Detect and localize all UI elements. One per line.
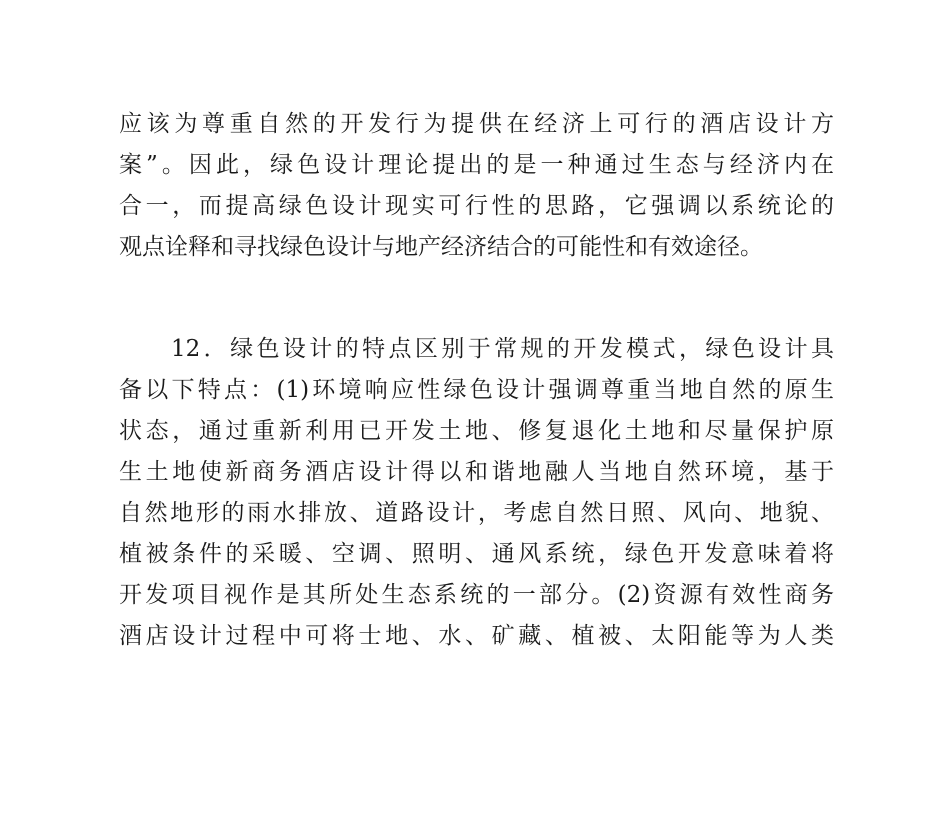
paragraph-line: 自然地形的雨水排放、道路设计，考虑自然日照、风向、地貌、 [119, 500, 834, 526]
paragraph-line: 备以下特点：(1)环境响应性绿色设计强调尊重当地自然的原生 [119, 377, 834, 403]
paragraph-line: 生土地使新商务酒店设计得以和谐地融人当地自然环境，基于 [119, 459, 834, 485]
paragraph-line: 案”。因此，绿色设计理论提出的是一种通过生态与经济内在 [119, 152, 834, 178]
paragraph-1 [119, 104, 834, 268]
paragraph-line: 观点诠释和寻找绿色设计与地产经济结合的可能性和有效途径。 [119, 234, 763, 260]
paragraph-line: 状态，通过重新利用已开发土地、修复退化土地和尽量保护原 [119, 418, 834, 444]
paragraph-line: 合一，而提高绿色设计现实可行性的思路，它强调以系统论的 [119, 193, 834, 219]
paragraph-line: 开发项目视作是其所处生态系统的一部分。(2)资源有效性商务 [119, 582, 834, 608]
paragraph-line: 酒店设计过程中可将士地、水、矿藏、植被、太阳能等为人类 [119, 623, 834, 649]
paragraph-line: 植被条件的采暖、空调、照明、通风系统，绿色开发意味着将 [119, 541, 834, 567]
paragraph-line: 12．绿色设计的特点区别于常规的开发模式，绿色设计具 [171, 336, 834, 362]
paragraph-2 [119, 329, 834, 657]
paragraph-line: 应该为尊重自然的开发行为提供在经济上可行的酒店设计方 [119, 111, 834, 137]
